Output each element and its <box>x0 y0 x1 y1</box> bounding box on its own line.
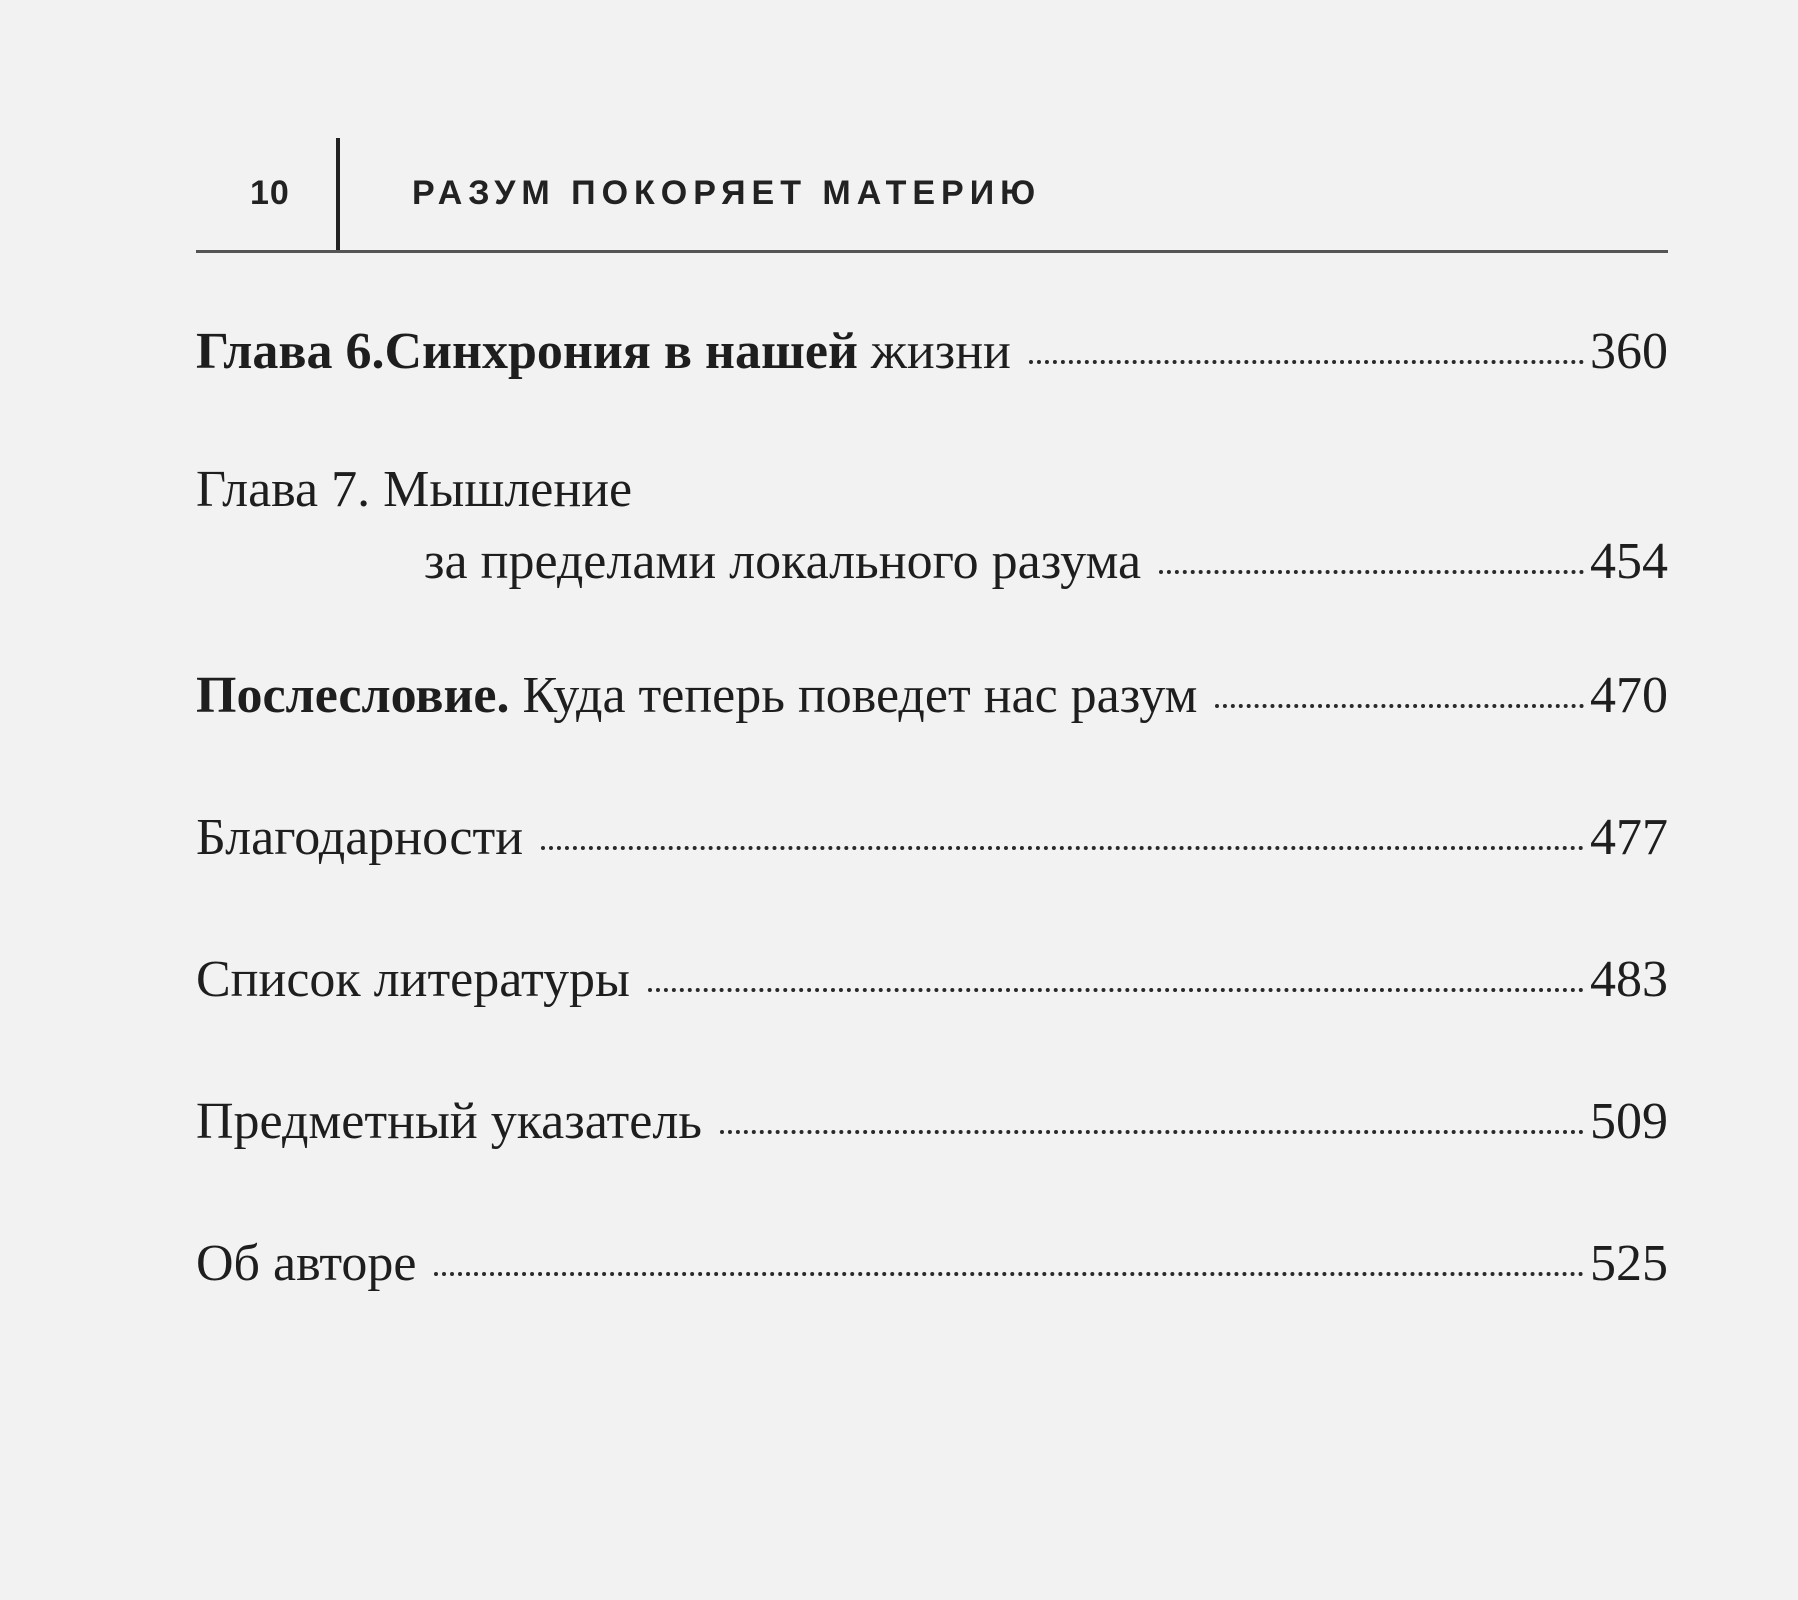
toc-entry-bold-label: Послесловие. <box>196 667 510 724</box>
dot-leader <box>1029 360 1584 364</box>
toc-entry-chapter-6[interactable] <box>196 316 1668 388</box>
dot-leader <box>648 988 1584 992</box>
toc-entry-label: жизни <box>857 323 1011 380</box>
page-number: 10 <box>250 174 290 212</box>
dot-leader <box>1215 704 1584 708</box>
toc-entry-bibliography[interactable] <box>196 944 1668 1016</box>
toc-entry-acknowledgements[interactable] <box>196 802 1668 874</box>
toc-entry-label: Предметный указатель <box>196 1093 703 1150</box>
toc-entry-page: 483 <box>1590 951 1668 1008</box>
toc-entry-label-line2: за пределами локального разума <box>424 533 1142 590</box>
toc-entry-label: Об авторе <box>196 1235 417 1292</box>
toc-entry-chapter-7[interactable] <box>196 454 1668 598</box>
toc-entry-page: 360 <box>1590 323 1668 380</box>
table-of-contents <box>196 316 1668 1300</box>
toc-entry-afterword[interactable] <box>196 660 1668 732</box>
dot-leader <box>1159 570 1584 574</box>
toc-entry-about-author[interactable] <box>196 1228 1668 1300</box>
toc-entry-label: Список литературы <box>196 951 630 1008</box>
dot-leader <box>720 1130 1584 1134</box>
toc-entry-page: 477 <box>1590 809 1668 866</box>
toc-entry-page: 509 <box>1590 1093 1668 1150</box>
toc-entry-bold-label: Глава 7. <box>196 461 371 518</box>
toc-entry-bold-label: Глава 6.Синхрония в нашей <box>196 323 858 380</box>
toc-entry-page: 525 <box>1590 1235 1668 1292</box>
dot-leader <box>434 1272 1584 1276</box>
toc-entry-page: 454 <box>1590 533 1668 590</box>
header-divider <box>336 138 340 250</box>
running-header <box>196 138 1668 253</box>
toc-entry-label: Мышление <box>370 461 633 518</box>
toc-entry-label: Куда теперь поведет нас разум <box>509 667 1198 724</box>
dot-leader <box>541 846 1584 850</box>
toc-entry-label: Благодарности <box>196 809 524 866</box>
toc-entry-index[interactable] <box>196 1086 1668 1158</box>
running-title: РАЗУМ ПОКОРЯЕТ МАТЕРИЮ <box>412 174 1042 212</box>
toc-entry-page: 470 <box>1590 667 1668 724</box>
